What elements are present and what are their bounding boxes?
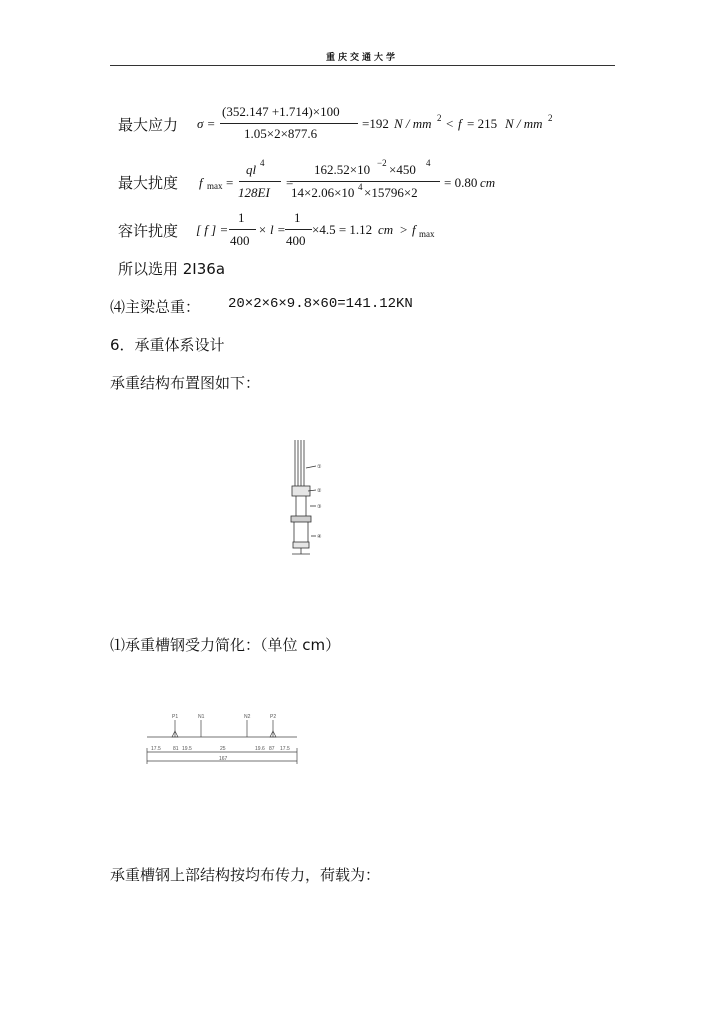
load-label-n2: N2 bbox=[244, 714, 251, 720]
allowable-numerator-2: 1 bbox=[294, 210, 301, 225]
allowable-mid: × l = bbox=[258, 222, 286, 237]
deflection-num-2-tail: ×450 bbox=[389, 162, 416, 177]
dimension-7: 17.5 bbox=[280, 746, 290, 752]
layout-figure bbox=[280, 436, 340, 558]
deflection-den-2: 14×2.06×10 bbox=[291, 185, 355, 200]
stress-f: f bbox=[458, 116, 462, 131]
figure1-label-3: ③ bbox=[317, 504, 322, 510]
allowable-denominator-1: 400 bbox=[230, 233, 250, 248]
deflection-unit: cm bbox=[480, 175, 496, 190]
allowable-bracket: [ f ] = bbox=[196, 222, 229, 237]
dimension-4: 25 bbox=[220, 746, 226, 752]
base-plate bbox=[293, 542, 309, 548]
stress-fraction-bar bbox=[220, 123, 358, 124]
stress-unit-2-sup: 2 bbox=[548, 113, 553, 123]
load-label-p2: P2 bbox=[270, 714, 277, 720]
dimension-total: 167 bbox=[219, 756, 228, 762]
deflection-den-2-exp: 4 bbox=[358, 182, 363, 192]
stress-numerator: (352.147 +1.714)×100 bbox=[222, 104, 340, 119]
section-6-title: 6．承重体系设计 bbox=[110, 336, 225, 354]
allowable-greater-than: > bbox=[400, 222, 408, 237]
stress-unit-2: N / mm bbox=[505, 116, 543, 131]
dimension-1: 17.5 bbox=[151, 746, 161, 752]
allowable-f-sub: max bbox=[419, 229, 435, 239]
load-label-n1: N1 bbox=[198, 714, 205, 720]
top-beam bbox=[292, 486, 310, 496]
load-label-p1: P1 bbox=[172, 714, 179, 720]
girder-weight-formula: 20×2×6×9.8×60=141.12KN bbox=[228, 296, 413, 312]
deflection-num-1: ql bbox=[246, 162, 257, 177]
header-rule bbox=[110, 65, 615, 66]
load-diagram bbox=[145, 710, 305, 772]
deflection-num-2-exp: −2 bbox=[377, 158, 387, 168]
deflection-num-2-tail-sup: 4 bbox=[426, 158, 431, 168]
deflection-num-2: 162.52×10 bbox=[314, 162, 371, 177]
stress-sigma: σ = bbox=[197, 116, 216, 131]
stress-allowable: = 215 bbox=[467, 116, 498, 131]
stress-result: =192 bbox=[362, 116, 389, 131]
stress-less-than: < bbox=[446, 116, 454, 131]
deflection-f: f bbox=[199, 175, 203, 190]
deflection-fraction-bar-2 bbox=[290, 181, 440, 182]
deflection-num-1-sup: 4 bbox=[260, 158, 265, 168]
allowable-label: 容许扰度 bbox=[118, 222, 179, 240]
allowable-numerator-1: 1 bbox=[238, 210, 245, 225]
deflection-result: = 0.80 bbox=[444, 175, 478, 190]
stress-label: 最大应力 bbox=[118, 116, 179, 134]
dimension-6: 87 bbox=[269, 746, 275, 752]
dimension-5: 19.6 bbox=[255, 746, 265, 752]
layout-caption: 承重结构布置图如下： bbox=[110, 374, 261, 392]
load-caption: 承重槽钢上部结构按均布传力，荷载为： bbox=[110, 866, 381, 884]
middle-beam bbox=[291, 516, 311, 522]
deflection-label: 最大扰度 bbox=[118, 174, 179, 192]
allowable-unit: cm bbox=[378, 222, 394, 237]
dimension-2: 81 bbox=[173, 746, 179, 752]
deflection-den-2-tail: ×15796×2 bbox=[364, 185, 418, 200]
stress-unit-1-sup: 2 bbox=[437, 113, 442, 123]
deflection-f-sub: max bbox=[207, 181, 223, 191]
figure1-label-1: ① bbox=[317, 464, 322, 470]
deflection-eq-2: = bbox=[286, 175, 294, 190]
stress-unit-1: N / mm bbox=[394, 116, 432, 131]
page-header: 重庆交通大学 bbox=[325, 53, 398, 63]
allowable-denominator-2: 400 bbox=[286, 233, 306, 248]
figure1-label-2: ② bbox=[317, 488, 322, 494]
girder-weight-label: ⑷主梁总重： bbox=[110, 298, 201, 316]
simplify-caption: ⑴承重槽钢受力简化：（单位 cm） bbox=[110, 636, 341, 654]
allowable-fraction-bar-1 bbox=[229, 229, 256, 230]
dimension-3: 19.5 bbox=[182, 746, 192, 752]
allowable-tail: ×4.5 = 1.12 bbox=[312, 222, 373, 237]
deflection-eq-1: = bbox=[226, 175, 234, 190]
allowable-f: f bbox=[412, 222, 416, 237]
stress-denominator: 1.05×2×877.6 bbox=[244, 126, 318, 141]
deflection-fraction-bar-1 bbox=[239, 181, 281, 182]
leader-1 bbox=[306, 466, 316, 468]
figure1-label-4: ④ bbox=[317, 534, 322, 540]
allowable-fraction-bar-2 bbox=[285, 229, 312, 230]
deflection-den-1: 128EI bbox=[238, 185, 270, 200]
selection-text: 所以选用 2I36a bbox=[118, 260, 226, 278]
